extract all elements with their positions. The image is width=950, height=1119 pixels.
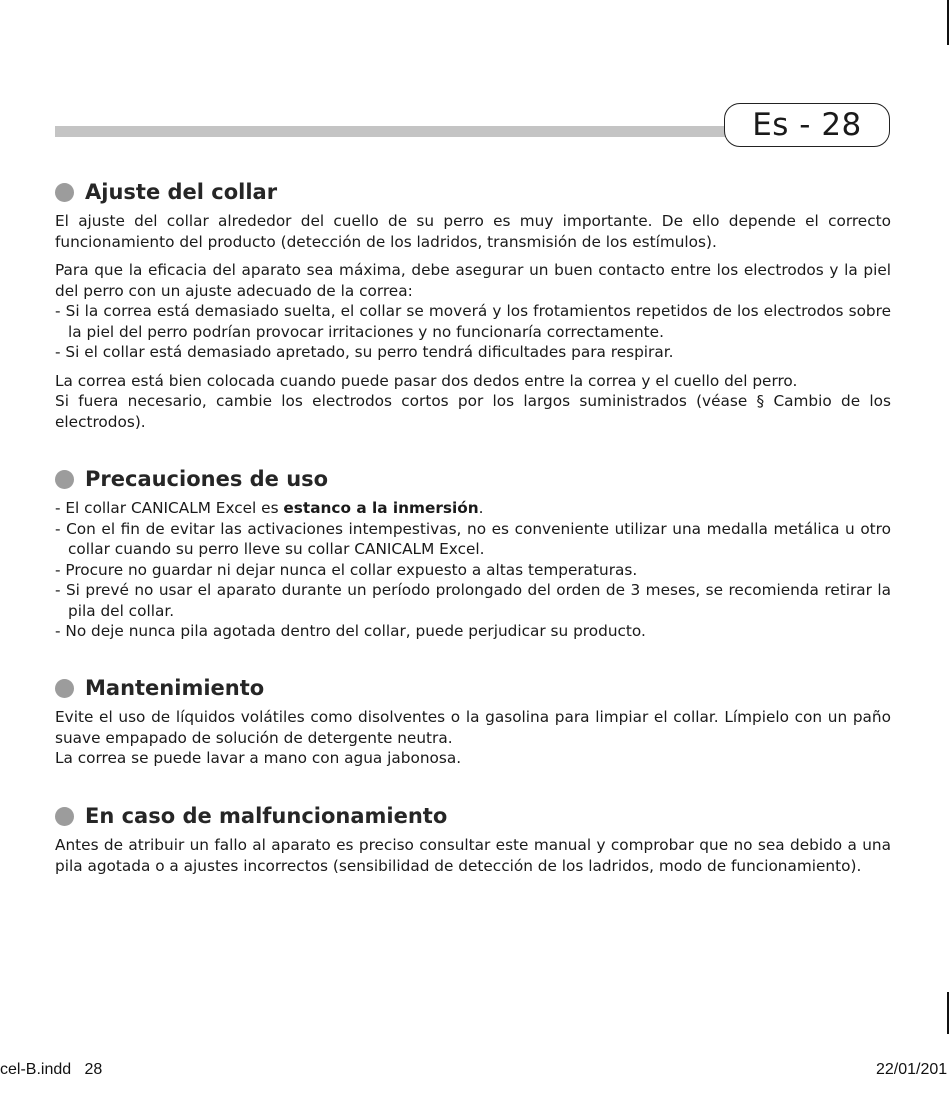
list-item: - Si prevé no usar el aparato durante un período prolongado del orden de 3 meses, se recomienda retirar la pila del collar. <box>55 581 891 620</box>
list-item-text: - El collar CANICALM Excel es <box>55 499 284 517</box>
paragraph: La correa se puede lavar a mano con agua jabonosa. <box>55 749 462 767</box>
list-item-emphasis: estanco a la inmersión <box>283 499 479 517</box>
page-number-badge: Es - 28 <box>724 103 890 147</box>
bullet-circle-icon <box>55 807 74 826</box>
list-item-text: . <box>478 499 484 517</box>
list-item <box>55 498 891 519</box>
bullet-circle-icon <box>55 183 74 202</box>
paragraph: Evite el uso de líquidos volátiles como disolventes o la gasolina para limpiar el collar. Límpielo con un paño suave empapado de solución de detergente neutra. <box>55 708 891 747</box>
section-title: Ajuste del collar <box>85 180 278 204</box>
footer-file-label: cel-B.indd 28 <box>0 1061 103 1078</box>
section-title: Mantenimiento <box>85 676 265 700</box>
header-rule <box>55 126 735 137</box>
section-heading <box>55 464 891 494</box>
paragraph: La correa está bien colocada cuando puede pasar dos dedos entre la correa y el cuello del perro. <box>55 371 798 390</box>
list-item: - Si el collar está demasiado apretado, su perro tendrá dificultades para respirar. <box>55 343 674 361</box>
footer-date: 22/01/201 <box>876 1061 948 1078</box>
section-precautions <box>55 464 891 642</box>
list-item: - Con el fin de evitar las activaciones intempestivas, no es conveniente utilizar una medalla metálica u otro collar cuando su perro lleve su collar CANICALM Excel. <box>55 519 891 558</box>
section-heading <box>55 673 891 703</box>
section-title: Precauciones de uso <box>85 467 329 491</box>
list-item: - No deje nunca pila agotada dentro del collar, puede perjudicar su producto. <box>55 622 646 640</box>
paragraph: Para que la eficacia del aparato sea máxima, debe asegurar un buen contacto entre los electrodos y la piel del perro con un ajuste adecuado de la correa: <box>55 261 891 300</box>
section-collar-adjustment <box>55 177 891 432</box>
section-heading <box>55 177 891 207</box>
crop-mark-bottom <box>947 992 949 1034</box>
list-item: - Procure no guardar ni dejar nunca el collar expuesto a altas temperaturas. <box>55 560 638 579</box>
list-item: - Si la correa está demasiado suelta, el collar se moverá y los frotamientos repetidos de los electrodos sobre la piel del perro podrían provocar irritaciones y no funcionaría correctamente. <box>55 302 891 341</box>
section-maintenance <box>55 673 891 769</box>
crop-mark-top <box>947 0 949 45</box>
section-malfunction <box>55 801 891 876</box>
paragraph: Antes de atribuir un fallo al aparato es preciso consultar este manual y comprobar que no sea debido a una pila agotada o a ajustes incorrectos (sensibilidad de detección de los ladridos, modo de funcionamiento). <box>55 836 891 875</box>
paragraph: El ajuste del collar alrededor del cuello de su perro es muy importante. De ello depende el correcto funcionamiento del producto (detección de los ladridos, transmisión de los estímulos). <box>55 212 891 251</box>
bullet-circle-icon <box>55 470 74 489</box>
section-heading <box>55 801 891 831</box>
paragraph: Si fuera necesario, cambie los electrodos cortos por los largos suministrados (véase § Cambio de los electrodos). <box>55 392 891 431</box>
bullet-circle-icon <box>55 679 74 698</box>
section-title: En caso de malfuncionamiento <box>85 804 448 828</box>
